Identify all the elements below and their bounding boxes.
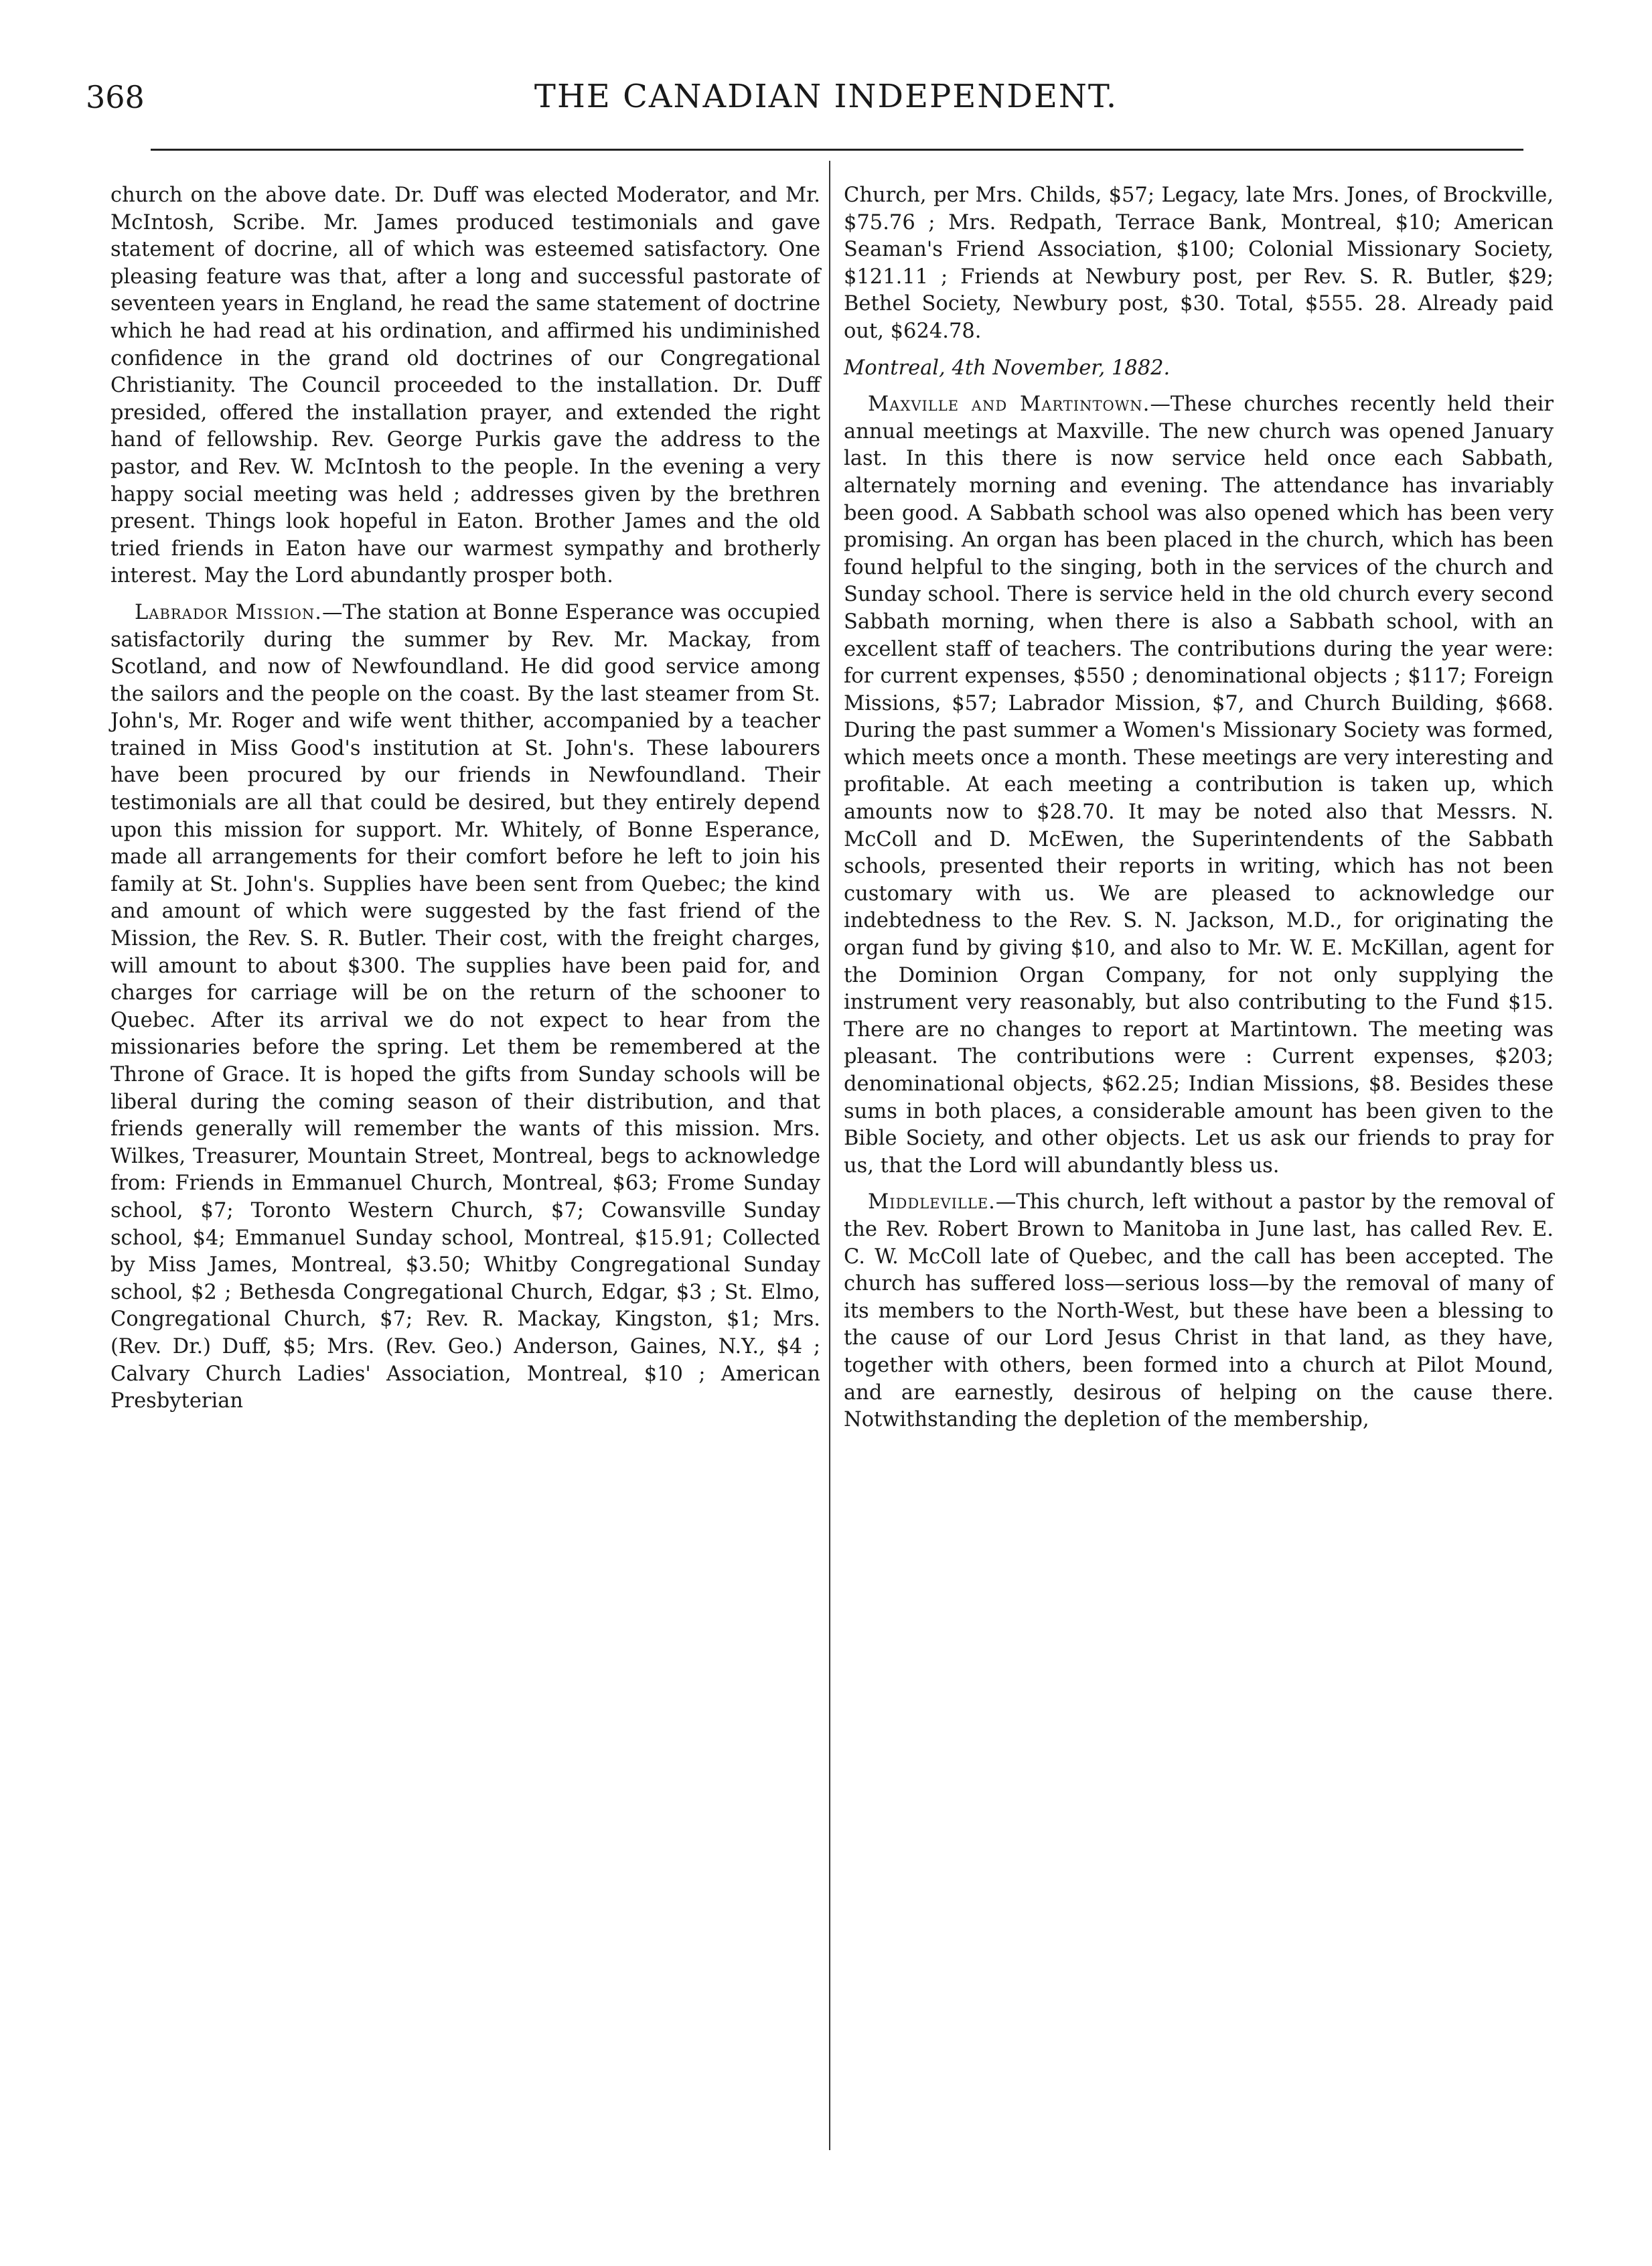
dateline: Montreal, 4th November, 1882. [844,356,1171,380]
left-column [110,182,820,1425]
maxville-martintown-paragraph [844,391,1554,1180]
middleville-heading: Middleville. [868,1190,996,1214]
middleville-paragraph [844,1189,1554,1433]
maxville-martintown-body: —These churches recently held their annual meetings at Maxville. The new church was opened January last. In this there is now service held once each Sabbath, alternately morning and evening. The attendance has invariably been good. A Sabbath school was also opened which has been very promising. An organ has been placed in the church, which has been found helpful to the singing, both in the services of the church and Sunday school. There is service held in the old church every second Sabbath morning, when there is also a Sabbath school, with an excellent staff of teachers. The contributions during the year were: for current expenses, $550 ; denominational objects ; $117; Foreign Missions, $57; Labrador Mission, $7, and Church Building, $668. During the past summer a Women's Missionary Society was formed, which meets once a month. These meetings are very interesting and profitable. At each meeting a contribution is taken up, which amounts now to $28.70. It may be noted also that Messrs. N. McColl and D. McEwen, the Superintendents of the Sabbath schools, presented their reports in writing, which has not been customary with us. We are pleased to acknowledge our indebtedness to the Rev. S. N. Jackson, M.D., for originating the organ fund by giving $10, and also to Mr. W. E. McKillan, agent for the Dominion Organ Company, for not only supplying the instrument very reasonably, but also contributing to the Fund $15. There are no changes to report at Martintown. The meeting was pleasant. The contributions were : Current expenses, $203; denominational objects, $62.25; Indian Missions, $8. Besides these sums in both places, a considerable amount has been given to the Bible Society, and other objects. Let us ask our friends to pray for us, that the Lord will abundantly bless us. [844,393,1554,1178]
header-rule [151,149,1523,151]
middleville-body: —This church, left without a pastor by the removal of the Rev. Robert Brown to Manitoba in June last, has called Rev. E. C. W. McColl late of Quebec, and the call has been accepted. The church has suffered loss—serious loss—by the removal of many of its members to the North-West, but these have been a blessing to the cause of our Lord Jesus Christ in that land, as they have, together with others, been formed into a church at Pilot Mound, and are earnestly, desirous of helping on the cause there. Notwithstanding the depletion of the membership, [844,1190,1554,1432]
labrador-mission-heading: Labrador Mission. [135,600,323,624]
labrador-mission-body: —The station at Bonne Esperance was occupied satisfactorily during the summer by Rev. Mr. Mackay, from Scotland, and now of Newfoundland. He did good service among the sailors and the people on the coast. By the last steamer from St. John's, Mr. Roger and wife went thither, accompanied by a teacher trained in Miss Good's institution at St. John's. These labourers have been procured by our friends in Newfoundland. Their testimonials are all that could be desired, but they entirely depend upon this mission for support. Mr. Whitely, of Bonne Esperance, made all arrangements for their comfort before he left to join his family at St. John's. Supplies have been sent from Quebec; the kind and amount of which were suggested by the fast friend of the Mission, the Rev. S. R. Butler. Their cost, with the freight charges, will amount to about $300. The supplies have been paid for, and charges for carriage will be on the return of the schooner to Quebec. After its arrival we do not expect to hear from the missionaries before the spring. Let them be remembered at the Throne of Grace. It is hoped the gifts from Sunday schools will be liberal during the coming season of their distribution, and that friends generally will remember the wants of this mission. Mrs. Wilkes, Treasurer, Mountain Street, Montreal, begs to acknowledge from: Friends in Emmanuel Church, Montreal, $63; Frome Sunday school, $7; Toronto Western Church, $7; Cowansville Sunday school, $4; Emmanuel Sunday school, Montreal, $15.91; Collected by Miss James, Montreal, $3.50; Whitby Congregational Sunday school, $2 ; Bethesda Congregational Church, Edgar, $3 ; St. Elmo, Congregational Church, $7; Rev. R. Mackay, Kingston, $1; Mrs. (Rev. Dr.) Duff, $5; Mrs. (Rev. Geo.) Anderson, Gaines, N.Y., $4 ; Calvary Church Ladies' Association, Montreal, $10 ; American Presbyterian [110,600,820,1413]
page-number: 368 [86,79,145,115]
right-column [844,182,1554,1443]
contributions-continued-paragraph: Church, per Mrs. Childs, $57; Legacy, late Mrs. Jones, of Brockville, $75.76 ; Mrs. Redpath, Terrace Bank, Montreal, $10; American Seaman's Friend Association, $100; Colonial Missionary Society, $121.11 ; Friends at Newbury post, per Rev. S. R. Butler, $29; Bethel Society, Newbury post, $30. Total, $555. 28. Already paid out, $624.78. [844,184,1554,343]
eaton-paragraph: church on the above date. Dr. Duff was elected Moderator, and Mr. McIntosh, Scribe. Mr. James produced testimonials and gave statement of docrine, all of which was esteemed satisfactory. One pleasing feature was that, after a long and successful pastorate of seventeen years in England, he read the same statement of doctrine which he had read at his ordination, and affirmed his undiminished confidence in the grand old doctrines of our Congregational Christianity. The Council proceeded to the installation. Dr. Duff presided, offered the installation prayer, and extended the right hand of fellowship. Rev. George Purkis gave the address to the pastor, and Rev. W. McIntosh to the people. In the evening a very happy social meeting was held ; addresses given by the brethren present. Things look hopeful in Eaton. Brother James and the old tried friends in Eaton have our warmest sympathy and brotherly interest. May the Lord abundantly prosper both. [110,184,820,588]
column-divider [829,161,830,2150]
labrador-mission-paragraph [110,599,820,1415]
running-head-title: THE CANADIAN INDEPENDENT. [534,78,1118,115]
maxville-martintown-heading: Maxville and Martintown. [868,393,1150,417]
